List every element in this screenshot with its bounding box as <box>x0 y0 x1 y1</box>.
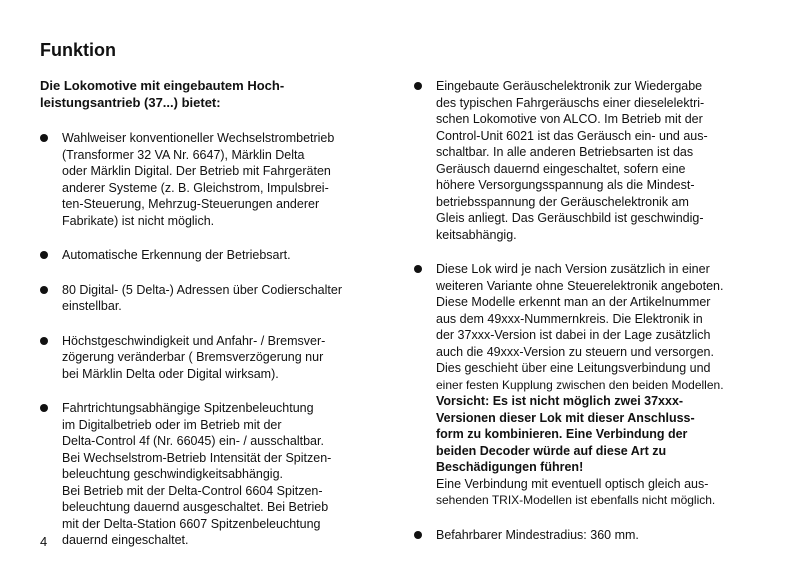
bullet-icon <box>414 82 422 90</box>
list-item <box>414 527 766 544</box>
text-line: des typischen Fahrgeräuschs einer dieselelektri- <box>436 95 705 110</box>
text-line: Automatische Erkennung der Betriebsart. <box>62 248 291 262</box>
list-item <box>40 400 385 549</box>
text-line: betriebsspannung der Geräuschelektronik am <box>436 194 689 209</box>
subheading-line: Die Lokomotive mit eingebautem Hoch- <box>40 78 285 93</box>
text-line: schaltbar. In alle anderen Betriebsarten ist das <box>436 145 694 159</box>
text-line: beleuchtung dauernd ausgeschaltet. Bei Betrieb <box>62 500 329 514</box>
text-line: Eingebaute Geräuschelektronik zur Wiedergabe <box>436 79 703 93</box>
bullet-icon <box>40 404 48 412</box>
warning-line: Beschädigungen führen! <box>436 460 584 474</box>
text-line: aus dem 49xxx-Nummernkreis. Die Elektronik in <box>436 311 703 326</box>
text-line: Bei Betrieb mit der Delta-Control 6604 Spitzen- <box>62 483 323 498</box>
subheading-line: leistungsantrieb (37...) bietet: <box>40 94 221 110</box>
text-line: beleuchtung geschwindigkeitsabhängig. <box>62 467 283 481</box>
warning-line: Vorsicht: Es ist nicht möglich zwei 37xxx- <box>436 394 684 408</box>
section-subheading <box>40 78 385 111</box>
bullet-icon <box>40 251 48 259</box>
text-line: Geräusch dauernd eingeschaltet, sofern eine <box>436 161 686 176</box>
text-line: Wahlweiser konventioneller Wechselstrombetrieb <box>62 131 335 145</box>
warning-line: beiden Decoder würde auf diese Art zu <box>436 443 667 458</box>
bullet-icon <box>40 134 48 142</box>
text-line: Fahrtrichtungsabhängige Spitzenbeleuchtung <box>62 401 314 415</box>
text-line: schen Lokomotive von ALCO. Im Betrieb mit der <box>436 112 703 126</box>
text-line: einer festen Kupplung zwischen den beiden Modellen. <box>436 377 724 392</box>
text-line: anderer Systeme (z. B. Gleichstrom, Impulsbrei- <box>62 180 329 195</box>
text-line: Fabrikate) ist nicht möglich. <box>62 213 215 228</box>
list-item <box>40 282 385 315</box>
page-number: 4 <box>40 534 48 549</box>
text-line: im Digitalbetrieb oder im Betrieb mit der <box>62 417 282 432</box>
text-line: Befahrbarer Mindestradius: 360 mm. <box>436 527 639 542</box>
bullet-icon <box>40 286 48 294</box>
text-line: bei Märklin Delta oder Digital wirksam). <box>62 366 279 381</box>
warning-line: form zu kombinieren. Eine Verbindung der <box>436 427 688 441</box>
list-item <box>40 130 385 229</box>
page-title: Funktion <box>40 40 116 60</box>
text-line: einstellbar. <box>62 299 122 313</box>
text-line: dauernd eingeschaltet. <box>62 533 189 547</box>
list-item <box>414 78 766 243</box>
text-line: Diese Lok wird je nach Version zusätzlich in einer <box>436 262 710 276</box>
text-line: Eine Verbindung mit eventuell optisch gleich aus- <box>436 476 709 491</box>
list-item <box>40 247 385 264</box>
list-item <box>40 333 385 383</box>
text-line: der 37xxx-Version ist dabei in der Lage zusätzlich <box>436 328 711 342</box>
text-line: Diese Modelle erkennt man an der Artikelnummer <box>436 295 711 309</box>
text-line: Höchstgeschwindigkeit und Anfahr- / Bremsver- <box>62 333 326 348</box>
bullet-icon <box>40 337 48 345</box>
text-line: höhere Versorgungsspannung als die Mindest- <box>436 178 695 192</box>
text-line: Bei Wechselstrom-Betrieb Intensität der Spitzen- <box>62 450 332 465</box>
list-item <box>414 261 766 509</box>
text-line: zögerung veränderbar ( Bremsverzögerung nur <box>62 350 324 364</box>
warning-line: Versionen dieser Lok mit dieser Anschluss- <box>436 410 695 425</box>
text-line: mit der Delta-Station 6607 Spitzenbeleuchtung <box>62 516 321 531</box>
text-line: 80 Digital- (5 Delta-) Adressen über Codierschalter <box>62 282 342 297</box>
text-line: sehenden TRIX-Modellen ist ebenfalls nicht möglich. <box>436 493 716 507</box>
text-line: ten-Steuerung, Mehrzug-Steuerungen anderer <box>62 197 320 211</box>
text-line: oder Märklin Digital. Der Betrieb mit Fahrgeräten <box>62 164 331 178</box>
text-line: weiteren Variante ohne Steuerelektronik angeboten. <box>436 278 724 293</box>
text-line: Control-Unit 6021 ist das Geräusch ein- und aus- <box>436 128 708 143</box>
text-line: Dies geschieht über eine Leitungsverbindung und <box>436 361 711 375</box>
left-column <box>40 78 385 567</box>
text-line: (Transformer 32 VA Nr. 6647), Märklin Delta <box>62 147 305 162</box>
bullet-icon <box>414 265 422 273</box>
bullet-icon <box>414 531 422 539</box>
right-column <box>414 78 766 561</box>
text-line: keitsabhängig. <box>436 227 517 242</box>
text-line: Delta-Control 4f (Nr. 66045) ein- / ausschaltbar. <box>62 434 324 448</box>
text-line: Gleis anliegt. Das Geräuschbild ist geschwindig- <box>436 211 704 225</box>
text-line: auch die 49xxx-Version zu steuern und versorgen. <box>436 344 714 359</box>
